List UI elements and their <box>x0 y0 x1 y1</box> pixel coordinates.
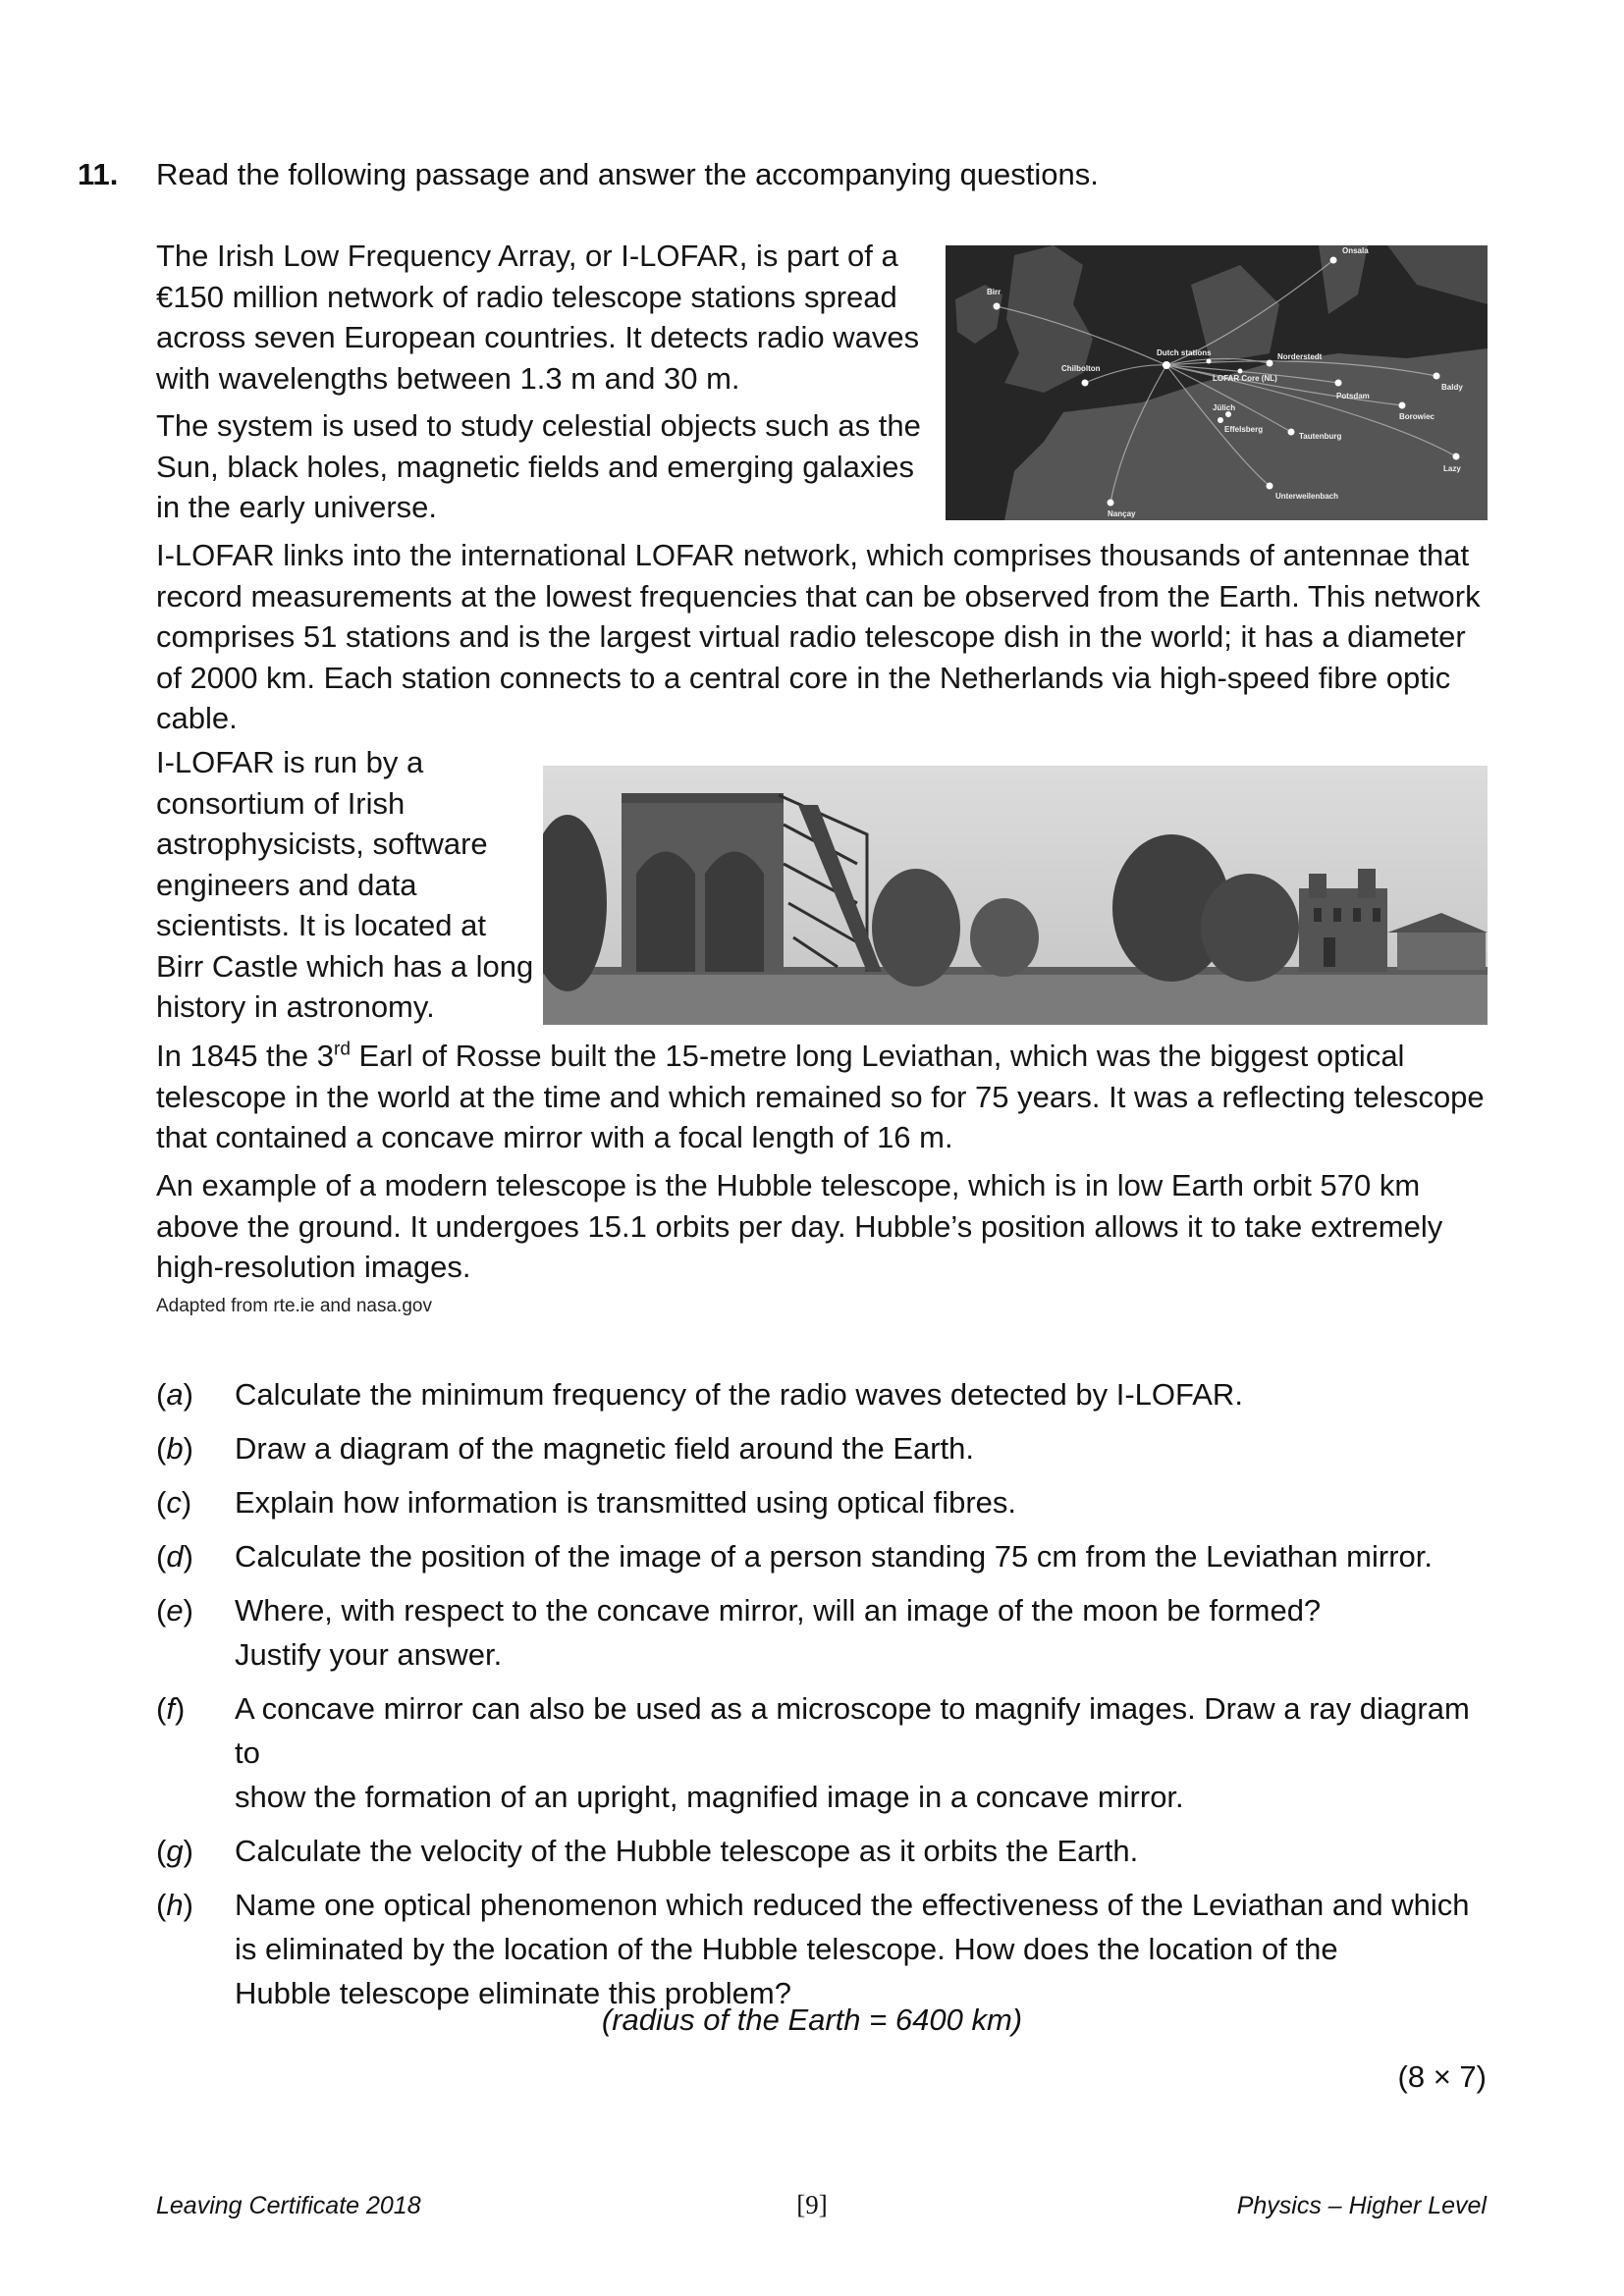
passage-paragraph-1: The Irish Low Frequency Array, or I-LOFAR, is part of a €150 million network of radio telescope stations spread across seven European countries. It detects radio waves with wavelengths between 1.3 m and 30 m. <box>156 239 920 396</box>
question-number: 11. <box>78 157 119 191</box>
part-label: (c) <box>156 1485 192 1520</box>
map-label-chilbolton: Chilbolton <box>1061 364 1101 373</box>
passage-paragraph-2: The system is used to study celestial objects such as the Sun, black holes, magnetic fields and emerging galaxies in the early universe. <box>156 408 921 524</box>
radius-note: (radius of the Earth = 6400 km) <box>601 2002 1023 2037</box>
part-label: (a) <box>156 1377 193 1412</box>
map-label-dutch: Dutch stations <box>1157 348 1212 357</box>
question-number-value: 11 <box>78 157 110 191</box>
map-label-tautenburg: Tautenburg <box>1299 432 1342 441</box>
part-text: Calculate the velocity of the Hubble telescope as it orbits the Earth. <box>235 1834 1139 1868</box>
question-intro: Read the following passage and answer the accompanying questions. <box>156 157 1099 191</box>
question-part-f <box>156 1686 1501 1819</box>
part-label: (d) <box>156 1539 193 1574</box>
footer-page-number: [9] <box>796 2190 828 2219</box>
part-label: (e) <box>156 1593 193 1628</box>
passage-source: Adapted from rte.ie and nasa.gov <box>156 1296 432 1316</box>
map-label-norderstedt: Norderstedt <box>1277 352 1323 361</box>
map-label-birr: Birr <box>987 288 1001 296</box>
part-text: Calculate the minimum frequency of the radio waves detected by I-LOFAR. <box>235 1377 1243 1412</box>
map-label-julich: Jülich <box>1213 403 1236 412</box>
para5-superscript: rd <box>334 1039 351 1060</box>
part-label: (f) <box>156 1691 186 1726</box>
part-label: (b) <box>156 1431 193 1466</box>
passage-paragraph-3: I-LOFAR links into the international LOFAR network, which comprises thousands of antennae that record measurements at the lowest frequencies that can be observed from the Earth. This network comprises 51 stations and is the largest virtual radio telescope dish in the world; it has a diameter of 2000 km. Each station connects to a central core in the Netherlands via high-speed fibre optic cable. <box>156 538 1481 735</box>
map-label-lazy: Lazy <box>1443 464 1461 473</box>
part-text: Calculate the position of the image of a person standing 75 cm from the Leviathan mirror. <box>235 1539 1434 1574</box>
part-label: (g) <box>156 1834 193 1868</box>
footer-exam-name: Leaving Certificate 2018 <box>156 2192 421 2219</box>
map-label-core: LOFAR Core (NL) <box>1213 374 1277 383</box>
question-part-d <box>156 1534 1501 1578</box>
leviathan-photo-graphic <box>543 766 1488 1025</box>
para5-start: In 1845 the 3 <box>156 1039 334 1073</box>
passage-paragraph-6: An example of a modern telescope is the Hubble telescope, which is in low Earth orbit 570 km above the ground. It undergoes 15.1 orbits per day. Hubble’s position allows it to take extremely high-resolution images. <box>156 1168 1443 1284</box>
question-part-h <box>156 1883 1501 2015</box>
map-label-nancay: Nançay <box>1108 509 1136 518</box>
question-part-b <box>156 1426 1501 1470</box>
map-label-unterweilenbach: Unterweilenbach <box>1275 492 1339 501</box>
map-label-potsdam: Potsdam <box>1336 392 1370 400</box>
question-parts <box>156 1372 1501 2025</box>
marks-allocation: (8 × 7) <box>1397 2059 1487 2094</box>
para5-end: Earl of Rosse built the 15-metre long Leviathan, which was the biggest optical telescope in the world at the time and which remained so for 75 years. It was a reflecting telescope that contained a concave mirror with a focal length of 16 m. <box>156 1039 1485 1154</box>
passage-paragraph-4: I-LOFAR is run by a consortium of Irish astrophysicists, software engineers and data scientists. It is located at Birr Castle which has a long history in astronomy. <box>156 745 534 1024</box>
map-label-onsala: Onsala <box>1342 246 1369 255</box>
leviathan-telescope-photo <box>543 766 1488 1025</box>
question-part-c <box>156 1480 1501 1524</box>
map-label-baldy: Baldy <box>1441 383 1463 392</box>
question-part-e <box>156 1588 1501 1677</box>
part-label: (h) <box>156 1888 193 1922</box>
lofar-network-map <box>946 245 1488 520</box>
lofar-map-graphic <box>946 245 1488 520</box>
part-text: Explain how information is transmitted using optical fibres. <box>235 1485 1017 1520</box>
part-text: Name one optical phenomenon which reduced the effectiveness of the Leviathan and which is eliminated by the location of the Hubble telescope. How does the location of the Hubble telescope eliminate this problem? <box>235 1888 1470 2010</box>
footer-subject: Physics – Higher Level <box>1236 2192 1487 2219</box>
question-part-g <box>156 1829 1501 1873</box>
question-part-a <box>156 1372 1501 1416</box>
map-label-effelsberg: Effelsberg <box>1224 425 1264 434</box>
part-text: Where, with respect to the concave mirror, will an image of the moon be formed? Justify your answer. <box>235 1593 1322 1672</box>
map-label-borowiec: Borowiec <box>1399 412 1435 421</box>
part-text: Draw a diagram of the magnetic field around the Earth. <box>235 1431 975 1466</box>
passage-paragraph-5 <box>156 1036 1491 1158</box>
part-text: A concave mirror can also be used as a microscope to magnify images. Draw a ray diagram to show the formation of an upright, magnified image in a concave mirror. <box>235 1691 1470 1814</box>
